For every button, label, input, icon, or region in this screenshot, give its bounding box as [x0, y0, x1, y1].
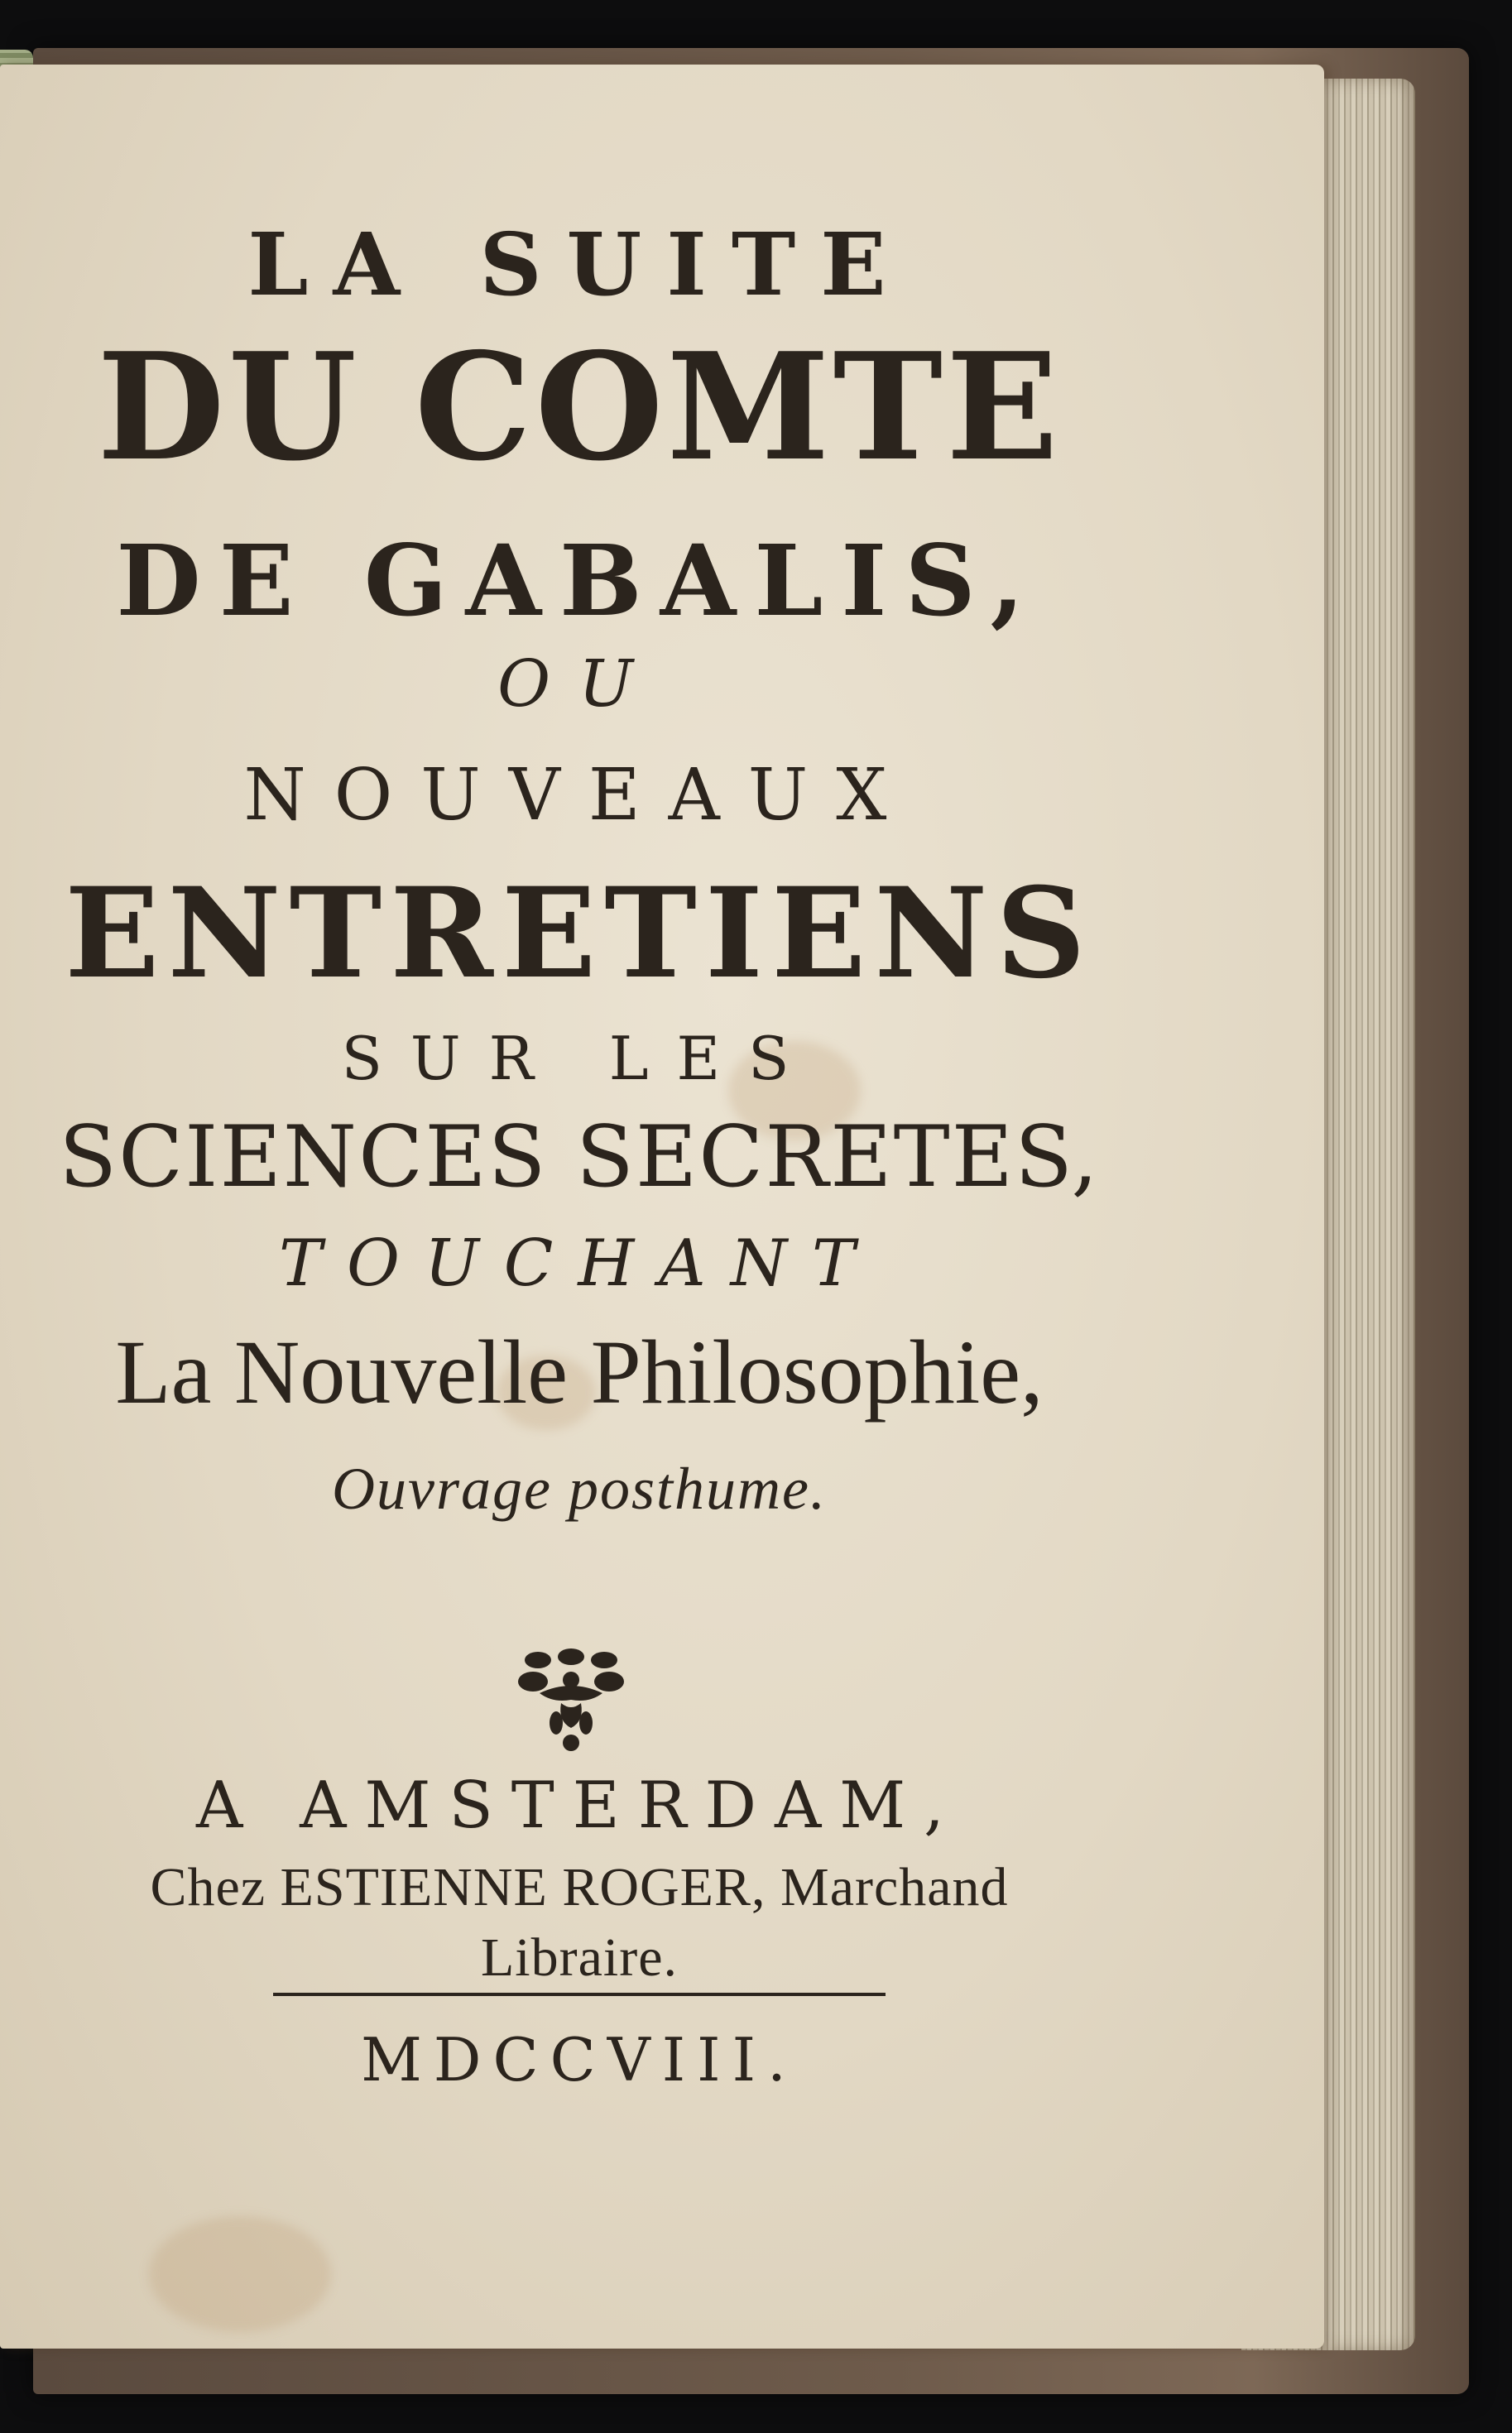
title-line-la-suite: LA SUITE: [247, 214, 911, 315]
title-line-ouvrage-posthume: Ouvrage posthume.: [332, 1456, 827, 1522]
title-line-touchant: TOUCHANT: [278, 1226, 880, 1301]
title-line-ou: OU: [497, 647, 661, 722]
foxing-stain: [149, 2216, 331, 2332]
publication-date: MDCCVIII.: [361, 2025, 798, 2095]
imprint-publisher: Chez ESTIENNE ROGER, Marchand: [150, 1857, 1009, 1917]
title-line-du-comte: DU COMTE: [97, 320, 1062, 493]
printer-fleuron-ornament-icon: [515, 1645, 627, 1753]
title-line-nouveaux: NOUVEAUX: [243, 754, 915, 837]
imprint-place: A AMSTERDAM,: [196, 1768, 962, 1843]
imprint-trade: Libraire.: [480, 1927, 679, 1988]
title-line-de-gabalis: DE GABALIS,: [116, 523, 1043, 638]
title-page: [0, 65, 1324, 2349]
imprint-rule: [273, 1993, 886, 1996]
title-line-nouvelle-philosophie: La Nouvelle Philosophie,: [115, 1322, 1044, 1423]
title-line-sur-les: SUR LES: [341, 1024, 818, 1093]
title-line-entretiens: ENTRETIENS: [65, 861, 1094, 1006]
title-line-sciences-secretes: SCIENCES SECRETES,: [59, 1108, 1100, 1207]
